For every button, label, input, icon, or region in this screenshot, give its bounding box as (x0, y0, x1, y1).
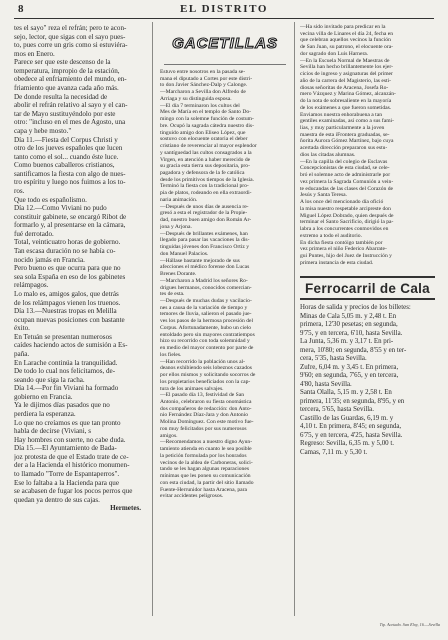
text-line: De donde resulta la necesidad de (14, 92, 108, 101)
railway-schedule (300, 304, 435, 457)
text-line: don Manuel Palacios. (160, 250, 209, 257)
text-line: otro: "incluso en el mes de Agosto, una (14, 118, 126, 127)
page-number: 8 (18, 3, 24, 15)
text-line: pagadora y defensora de la fe católica (160, 170, 245, 177)
schedule-line: 9'60; en segunda, 7'65, y en tercera, (300, 372, 399, 380)
page-header (14, 2, 434, 19)
text-line: Fuente-Herrunidor hasta Aracena, para (160, 486, 247, 493)
text-line: Parece ser que este descenso de la (14, 58, 111, 67)
column-divider-left (152, 22, 153, 616)
text-line: seando que siga la racha. (14, 375, 85, 384)
text-line: con esta ciudad, la partir del sitio llamado (160, 479, 254, 486)
schedule-line: 4,10 t. En primera, 8'45; en segunda, (300, 423, 402, 431)
text-line: Día 14.—Por fin Viviani ha formado (14, 384, 119, 393)
text-line: extremo a todo el auditorio. (300, 232, 362, 239)
text-line: En Larache continúa la tranquilidad. (14, 358, 118, 367)
text-line: vecinos de la aldea de Carboneras, solici- (160, 459, 253, 466)
text-line: sostuvo con elocuente oratoria el deber (160, 136, 248, 143)
text-line: acertada dirección prepararon sus estu- (300, 145, 388, 152)
text-line: bró el solemne acto de administrarle por (300, 172, 391, 179)
text-line: Como buenos caballeros cristianos, (14, 161, 115, 170)
text-line: y santíguedad las cultos consagrados a la (160, 149, 252, 156)
text-line: relámpagos. (14, 281, 49, 290)
text-line: Día 11.—Fiesta del Corpus Christi y (14, 135, 118, 144)
text-line: tinguidas jóvenes don Francisco Ortiz y (160, 244, 250, 251)
text-line: —Ha sido invitado para predicar en la (300, 24, 386, 30)
text-line: Arriaga y su distinguida esposa. (160, 95, 232, 102)
text-line: temperatura, impropio de la estación, (14, 66, 120, 75)
text-line: diosas señoritas de Aracena, Josefa Ro- (300, 84, 389, 91)
text-line: to, pues corre un gris como si estuviéra- (14, 41, 128, 50)
text-line: —En la capilla del colegio de Esclavas (300, 158, 388, 165)
text-line: —Marcharon a Madrid los señores Ro- (160, 277, 248, 284)
text-line: Miguel López Dobrado, quien después de (300, 212, 394, 219)
text-line: do la nota de sobresaliente en la mayoría (300, 98, 392, 105)
schedule-line: Horas de salida y precios de los billetes: (300, 304, 411, 312)
text-line: Antonio, celebraron su fiesta onomástica (160, 398, 252, 405)
text-line: to llamado "Torre de Espantaperros". (14, 470, 120, 479)
text-line: jona y Arjona. (160, 223, 192, 230)
text-line: gentiles examinadas, así como a sus fami- (300, 118, 394, 125)
text-line: sea sola España en eso de los gabinetes (14, 272, 126, 281)
text-line: dos compañeros de redacción: don Anto- (160, 405, 252, 412)
text-line: Jesús y Santa Teresa. (300, 192, 348, 199)
text-line: año de la carrera del Magisterio, las esti- (300, 77, 392, 84)
text-line: entoldado pero sin mayores contratiempos (160, 331, 255, 338)
text-line: Mes de María en el templo de Santo Do- (160, 109, 252, 116)
text-line: Enviamos nuestra enhorabuena a tan (300, 111, 383, 118)
schedule-line: primera, 12'30 pesetas; en segunda, (300, 321, 398, 329)
text-line: los fieles. (160, 351, 182, 358)
text-line: de los exámenes a que fueron sometidas. (300, 104, 392, 111)
text-line: ñorita Aurora Gómez Martínez, bajo cuya (300, 138, 394, 145)
text-line: Molina Domínguez. Con este motivo fue- (160, 419, 254, 426)
text-line: Brenes Dorante. (160, 271, 197, 278)
text-line: dad, nuestro buen amigo don Román Ar- (160, 217, 252, 224)
text-line: por ellos mismos y solicitando socorros de (160, 372, 256, 379)
signature: Hermetes. (110, 504, 141, 513)
text-line: Lo malo es, amigos galos, que detrás (14, 289, 119, 298)
text-line: mínimas que les ponen su comunicación (160, 473, 251, 480)
notices-text (300, 24, 435, 266)
chronicle-column (14, 24, 147, 630)
text-line: hizo su recorrido con toda solemnidad y (160, 338, 250, 345)
text-line: dor sagrado don Luis Harnera. (300, 50, 369, 57)
text-line: nes a causa de la variación de tiempo y (160, 304, 248, 311)
text-line: ves los pasos de la hermosa procesión del (160, 318, 254, 325)
text-line: abolir el refrán relativo al sayo y el can- (14, 101, 128, 110)
text-line: perdiera la esperanza. (14, 410, 76, 419)
text-line: to don Javier Sánchez-Dalp y Calonge. (160, 82, 248, 89)
text-line: Día 12.—Como Viviani no pudo (14, 204, 107, 213)
text-line: Tan escasa duración no se había co- (14, 247, 116, 256)
text-line: —Recomendamos a nuestro digno Ayun- (160, 439, 253, 446)
text-line: der a la Hacienda el histórico monumen- (14, 461, 130, 470)
text-line: vez primera la Sagrada Comunión a vein- (300, 178, 394, 185)
text-line: otro de los jueves españoles que lucen (14, 144, 123, 153)
text-line: tro espíritu y luego nos fuimos a los to- (14, 178, 126, 187)
text-line: Que todo es españolismo. (14, 195, 87, 204)
text-line: vecina villa de Linares el día 24, fecha en (300, 30, 394, 37)
text-line: habla de decirse (Viviani, s (14, 427, 91, 436)
text-line: ocupan nuevas posiciones con bastante (14, 315, 125, 324)
text-line: Virgen, en atención a haber merecido de (160, 156, 251, 163)
text-line: Corpus. Afortunadamente, hubo un cielo (160, 324, 252, 331)
text-line: ron muy felicitados por sus numerosos (160, 425, 247, 432)
text-line: éxito. (14, 324, 30, 333)
schedule-line: tercera, 5'65, hasta Sevilla. (300, 406, 374, 414)
text-line: gobierno en Francia. (14, 392, 73, 401)
text-line: los propietarios beneficiados con la cap- (160, 378, 251, 385)
text-line: mingo con la solemne función de costum- (160, 116, 254, 123)
printer-imprint: Tip. Acetado. San Eloy, 16.—Sevilla (379, 622, 440, 627)
text-line: desde los primitivos tiempos de la Iglesia. (160, 176, 254, 183)
text-line: tamiento atienda en cuanto le sea posible (160, 446, 252, 453)
text-line: bre. Ocupó la sagrada cátedra nuestro dis- (160, 122, 254, 129)
text-line: friamiento que avanza cada año más. (14, 84, 119, 93)
text-line: capa y hebe mosto." (14, 126, 72, 135)
text-line: En dicha fiesta contóigo también por (300, 239, 383, 246)
text-line: lias, y muy particularmente a la joven (300, 125, 385, 132)
text-line: Estuvo entre nosotros en la pasada se- (160, 69, 246, 75)
text-line: cicios de ingreso y asignaturas del primer (300, 71, 393, 78)
text-line: —El pasado día 13, festividad de San (160, 392, 245, 399)
schedule-line: Regreso: Sevilla, 6,35 m. y 5,00 t. (300, 440, 394, 448)
text-line: tura de los animaes salvajes. (160, 385, 224, 392)
schedule-line: Santa Olalla, 5,15 m. y 2,58 t. En (300, 389, 392, 397)
text-line: —Después de unos días de ausencia re- (160, 203, 249, 210)
text-line: formarlo y, al presentarse en la cámara, (14, 221, 126, 230)
text-line: la misa nuestro respetable arcipreste don (300, 205, 391, 212)
text-line: quedan ya dentro de sus cajas. (14, 495, 100, 504)
text-line: Sevilla han hecho brillantemente los ejer- (300, 64, 393, 71)
gacetillas-title: GACETILLAS (172, 34, 278, 52)
text-line: tinguido amigo don Eliseo López, que (160, 129, 246, 136)
text-line: joz protesta de que el Estado trate de ce- (14, 452, 129, 461)
text-line: santificamos la fiesta con algo de nues- (14, 169, 126, 178)
schedule-line: primera, 11'35; en segunda, 8'95, y en (300, 397, 405, 405)
text-line: —Después de muchas dudas y vacilacio- (160, 297, 252, 304)
text-line: mos en Enero. (14, 49, 55, 58)
text-line: deanos exhibiendo seis lobeznos cazados (160, 365, 252, 372)
text-line: cristiano de reverenciar al mayor esplendor (160, 143, 257, 150)
text-line: labra a los concurrentes conmovidos en (300, 226, 389, 233)
text-line: nio Fernández Díaz-Jara y don Antonio (160, 412, 249, 419)
text-line: amigos. (160, 432, 178, 439)
schedule-line: mera, 10'80; en segunda, 8'55 y en ter- (300, 346, 407, 354)
text-line: obedece al enfriamiento del mundo, en- (14, 75, 127, 84)
text-line: Terminó la fiesta con la tradicional pro- (160, 183, 249, 190)
text-line: llegado para pasar las vacaciones la dis- (160, 237, 250, 244)
schedule-line: 6'75, y en tercera, 4'25, hasta Sevilla. (300, 431, 403, 439)
schedule-line: Castillo de las Guardas, 6,19 m. y (300, 414, 394, 422)
text-line: de los relámpagos vienen los truenos. (14, 298, 121, 307)
schedule-line: La Junta, 5,36 m. y 3,17 t. En pri- (300, 338, 394, 346)
text-line: Lo que no creíamos es que tan pronto (14, 418, 121, 427)
schedule-line: cera, 5'35, hasta Sevilla. (300, 355, 367, 363)
masthead: EL DISTRITO (179, 3, 268, 15)
notices-column (300, 24, 435, 630)
text-line: gresó a esta el registrador de la Propie- (160, 210, 248, 217)
text-line: evitar accidentes peligrosos. (160, 493, 224, 500)
text-line: terminar el Santo Sacrificio, dirigió la pa- (300, 219, 394, 226)
text-line: fué derrotado. (14, 229, 54, 238)
text-line: Total, veinticuatro horas de gobierno. (14, 238, 121, 247)
text-line: caídes haciendo actos de sumisión a Es- (14, 341, 128, 350)
text-line: —El día 7 terminaron los cultos del (160, 102, 240, 109)
schedule-line: Zufre, 6,04 m. y 3,45 t. En primera, (300, 363, 399, 371)
text-line: dios las citadas alumnas. (300, 151, 356, 158)
text-line: en medio del mayor contento por parte de (160, 345, 254, 352)
heading-rule (164, 64, 286, 65)
text-line: —Han recorrido la población unos al- (160, 358, 245, 365)
text-line: vez primera el niño Federico Abarrate- (300, 246, 387, 253)
text-line: ros. (14, 186, 25, 195)
text-line: su gracia esta tierra sus depositaria, pro- (160, 163, 250, 170)
text-line: paña. (14, 349, 30, 358)
text-line: de San Juan, su patrono, el elocuente ora- (300, 44, 394, 51)
text-line: mana el diputado a Cortes por este distri- (160, 75, 253, 82)
text-line: la petición formulada por los honrados (160, 452, 247, 459)
text-line: A los once del mencionado día ofició (300, 199, 384, 206)
text-line: tar de Mayo sustituyéndolo por este (14, 109, 116, 118)
text-line: —Hállase bastante mejorado de sus (160, 257, 240, 264)
text-line: De todo lo cual nos felicitamos, de- (14, 367, 116, 376)
text-line: se acabasen de fugar los pocos perros que (14, 487, 133, 496)
text-line: Día 13.—Nuestras tropas en Melilla (14, 307, 117, 316)
schedule-line: Minas de Cala 5,05 m. y 2,48 t. En (300, 312, 397, 320)
text-line: nocido jamás en Francia. (14, 255, 85, 264)
text-line: mero Vázquez y Marina Gómez, alcanzán- (300, 91, 396, 98)
text-line: te educandas de las clases del Corazón de (300, 185, 394, 192)
gacetillas-column (160, 24, 290, 630)
text-line: Hay hombres con suerte, no cabe duda. (14, 435, 126, 444)
text-line: primera instancia de esta ciudad. (300, 259, 374, 266)
text-line: pia de platos, rodeando en ella extraordi- (160, 190, 252, 197)
text-line: tes de esta. (160, 291, 185, 298)
text-line: —En la Escuela Normal de Maestras de (300, 57, 390, 64)
text-line: tes el sayo" reza el refrán; pero te acon- (14, 24, 127, 32)
text-line: Ya le dijimos días pasados que no (14, 401, 110, 410)
text-line: drigues hermanos, conocidos comercian- (160, 284, 252, 291)
text-line: sejo, lector, que sigas con el sayo pues- (14, 32, 126, 41)
schedule-line: 9'75, y en tercera, 6'10, hasta Sevilla. (300, 329, 403, 337)
text-line: tando se les hagan algunas reparaciones (160, 466, 249, 473)
text-line: constituir gabinete, se encargó Ribot de (14, 212, 127, 221)
text-line: afecciones el médico forense don Lucas (160, 264, 250, 271)
text-line: En Tetuán se presentan numerosos (14, 332, 112, 341)
text-line: tanto como el sol... cuando éste luce. (14, 152, 119, 161)
text-line: —Después de brillantes exámenes, han (160, 230, 248, 237)
text-line: Ese lo faltaba a la Hacienda para que (14, 478, 119, 487)
text-line: Pero bueno es que ocurra para que no (14, 264, 121, 273)
column-divider-right (294, 22, 295, 616)
railway-title: Ferrocarril de Cala (300, 276, 435, 300)
schedule-line: 4'80, hasta Sevilla. (300, 380, 352, 388)
gacetillas-heading (160, 24, 290, 64)
schedule-line: Camas, 7,11 m. y 5,30 t. (300, 448, 368, 456)
text-line: Concepcionistas de esta ciudad, se cele- (300, 165, 390, 172)
text-line: —Marcharon a Sevilla don Alfredo de (160, 89, 246, 96)
text-line: naria animación. (160, 196, 198, 203)
text-line: que celebran aquellos vecinos la función (300, 37, 391, 44)
text-line: gui Puntes, hijo del Juez de Instrucción y (300, 252, 392, 259)
text-line: maestra de esta iFrontera graduadas, se- (300, 131, 390, 138)
text-line: Día 15.—El Ayuntamiento de Bada- (14, 444, 117, 453)
text-line: temores de lluvia, salieron el pasado jue- (160, 311, 252, 318)
